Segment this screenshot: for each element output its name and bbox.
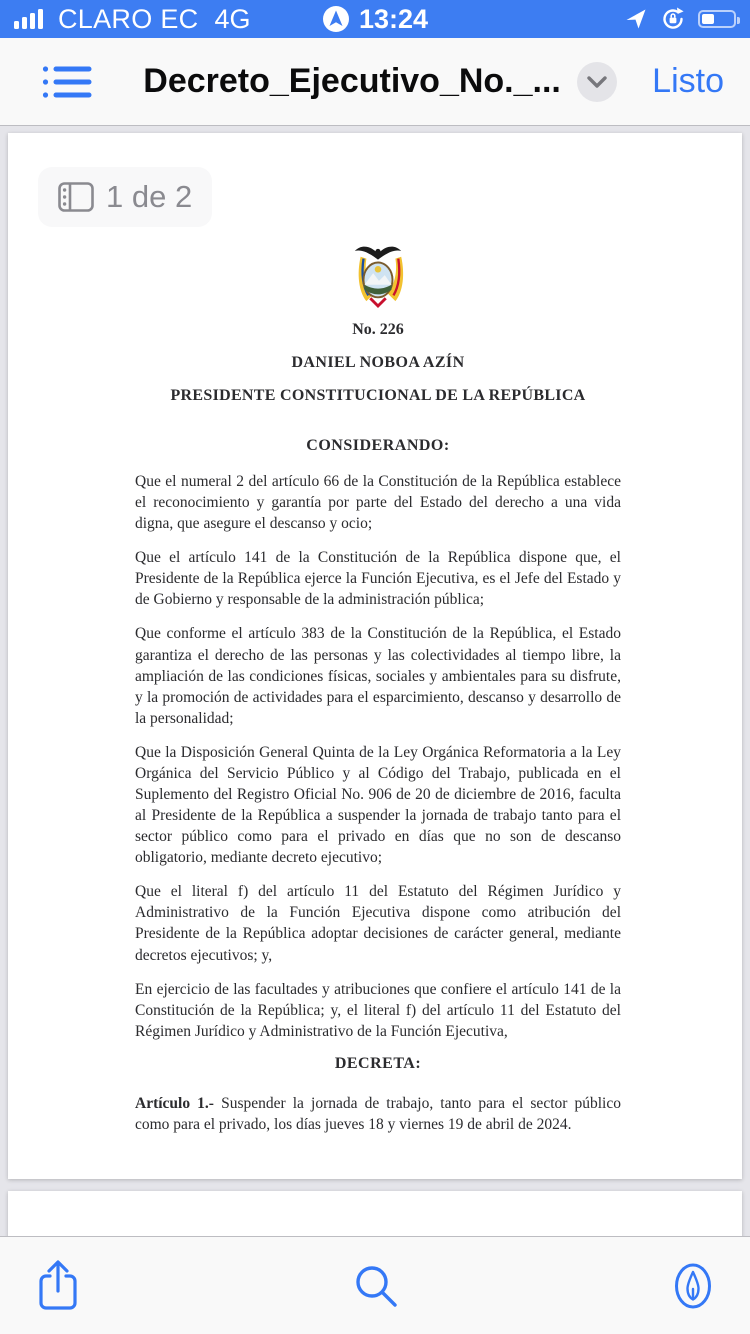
considerando-heading: CONSIDERANDO: — [306, 437, 450, 454]
done-button[interactable]: Listo — [652, 62, 724, 100]
decree-author: DANIEL NOBOA AZÍN — [291, 354, 465, 371]
bottom-toolbar — [0, 1236, 750, 1334]
decree-document — [8, 133, 742, 1179]
markup-button[interactable] — [670, 1259, 716, 1313]
decree-paragraph: Que la Disposición General Quinta de la Ley Orgánica Reformatoria a la Ley Orgánica del Servicio Público y al Código del Trabajo, publicada en el Suplemento del Registro Oficial No. 906 de 20 de diciembre de 2016, faculta al Presidente de la República a suspender la jornada de trabajo tanto para el sector público como para el privado en días que no son de descanso obligatorio, mediante decreto ejecutivo; — [135, 743, 621, 867]
network-type-label: 4G — [214, 3, 251, 34]
clock: 13:24 — [358, 3, 429, 34]
decree-paragraph: En ejercicio de las facultades y atribuciones que confiere el artículo 141 de la Constitución de la República; y, el literal f) del artículo 11 del Estatuto del Régimen Jurídico y Administrativo de la Función Ejecutiva, — [135, 980, 621, 1040]
decree-paragraph: Que el numeral 2 del artículo 66 de la Constitución de la República establece el reconocimiento y garantía por parte del Estado del derecho a una vida digna, que asegure el descanso y ocio; — [135, 473, 621, 533]
orientation-lock-icon — [660, 6, 686, 32]
document-title-button[interactable] — [108, 62, 652, 102]
article-1-text: Suspender la jornada de trabajo, tanto para el sector público como para el privado, los días jueves 18 y viernes 19 de abril de 2024. — [135, 1094, 621, 1133]
thumbnails-list-button[interactable] — [26, 62, 108, 102]
pdf-page-2 — [8, 1191, 742, 1236]
status-bar — [0, 0, 750, 38]
sidebar-icon — [58, 182, 94, 212]
decree-paragraph: Que el artículo 141 de la Constitución de la República dispone que, el Presidente de la República ejerce la Función Ejecutiva, es el Jefe del Estado y de Gobierno y responsable de la administración pública; — [135, 549, 621, 609]
battery-icon — [698, 10, 736, 28]
page-indicator-label: 1 de 2 — [106, 179, 193, 214]
article-1 — [135, 1093, 621, 1135]
article-1-label: Artículo 1.- — [135, 1094, 214, 1112]
decree-paragraph: Que conforme el artículo 383 de la Constitución de la República, el Estado garantiza el derecho de las personas y las colectividades al tiempo libre, la ampliación de las condiciones físicas, sociales y ambientales para su disfrute, y la promoción de actividades para el esparcimiento, descanso y desarrollo de la personalidad; — [135, 625, 621, 727]
share-icon — [34, 1258, 82, 1314]
decree-author-title: PRESIDENTE CONSTITUCIONAL DE LA REPÚBLICA — [170, 387, 586, 404]
document-viewer[interactable] — [0, 126, 750, 1236]
signal-icon — [14, 8, 48, 30]
search-icon — [352, 1262, 400, 1310]
decree-number: No. 226 — [352, 321, 404, 338]
coat-of-arms — [135, 241, 621, 313]
pdf-page-1 — [8, 133, 742, 1179]
page-title: Decreto_Ejecutivo_No._... — [143, 62, 561, 100]
title-menu-button[interactable] — [577, 62, 617, 102]
search-button[interactable] — [352, 1262, 400, 1310]
location-arrow-icon — [624, 7, 648, 31]
toc-icon — [41, 62, 93, 102]
page-indicator[interactable] — [38, 167, 212, 227]
decree-paragraph: Que el literal f) del artículo 11 del Estatuto del Régimen Jurídico y Administrativo de la Función Ejecutiva dispone como atribución del Presidente de la República adoptar decisiones de carácter general, mediante decretos ejecutivos; y, — [135, 883, 621, 964]
markup-icon — [670, 1259, 716, 1313]
decreta-heading: DECRETA: — [334, 1054, 422, 1072]
share-button[interactable] — [34, 1258, 82, 1314]
carrier-label: CLARO EC — [58, 3, 199, 34]
chevron-down-icon — [587, 76, 607, 88]
nav-bar — [0, 38, 750, 126]
navigation-active-icon — [322, 5, 350, 33]
